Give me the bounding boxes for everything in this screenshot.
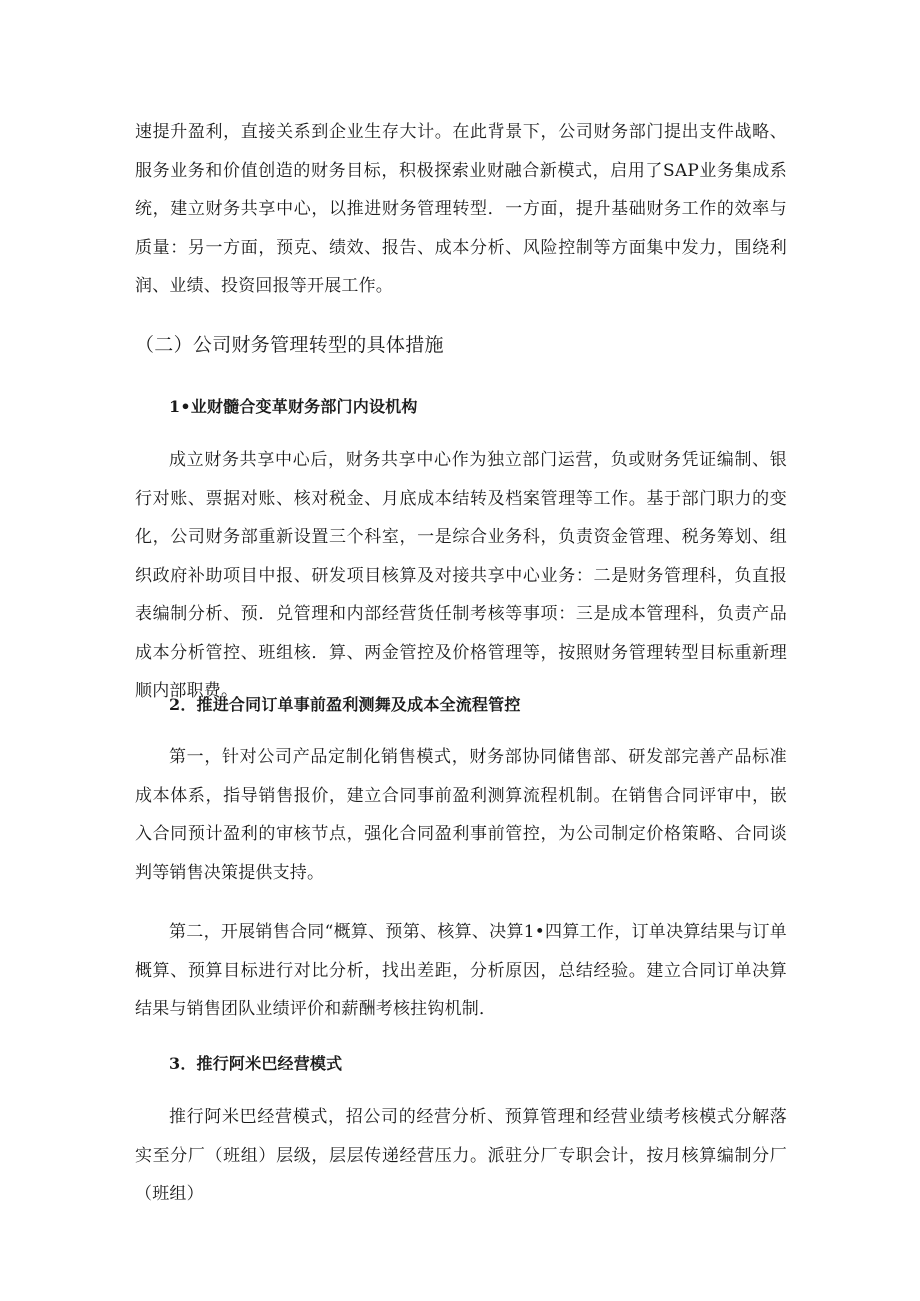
intro-paragraph: 速提升盈利，直接关系到企业生存大计。在此背景下，公司财务部门提出支件战略、服务业务和价值创造的财务目标，积极探索业财融合新模式，启用了SAP业务集成系统，建立财务共享中心，以推进财务管理转型．一方面，提升基础财务工作的效率与质量：另一方面，预克、绩效、报告、成本分析、风险控制等方面集中发力，围绕利润、业绩、投资回报等开展工作。 — [135, 122, 787, 296]
item3-title: 3．推行阿米巴经营模式 — [169, 1054, 343, 1073]
item1-paragraph: 成立财务共享中心后，财务共享中心作为独立部门运营，负或财务凭证编制、银行对账、票据对账、核对税金、月底成本结转及档案管理等工作。基于部门职力的变化，公司财务部重新设置三个科室，一是综合业务科，负责资金管理、税务筹划、组织政府补助项目中报、研发项目核算及对接共享中心业务：二是财务管理科，负直报表编制分析、预．兑管理和内部经营货任制考核等事项：三是成本管理科，负责产品成本分析管控、班组核．算、两金管控及价格管理等，按照财务管理转型目标重新理顺内部职费。 — [135, 450, 787, 701]
item3-paragraph: 推行阿米巴经营模式，招公司的经营分析、预算管理和经营业绩考核模式分解落实至分厂（班组）层级，层层传递经营压力。派驻分厂专职会计，按月核算编制分厂（班组） — [135, 1107, 787, 1204]
item1-title: 1•业财髓合变革财务部门内设机构 — [169, 397, 418, 416]
item2-paragraph-first: 第一，针对公司产品定制化销售模式，财务部协同储售部、研发部完善产品标准成本体系，指导销售报价，建立合同事前盈利测算流程机制。在销售合同评审中，嵌入合同预计盈利的审核节点，强化合同盈利事前管控，为公司制定价格策略、合同谈判等销售决策提供支持。 — [135, 747, 787, 883]
item2-paragraph-second: 第二，开展销售合同“概算、预第、核算、决算1•四算工作，订单决算结果与订单概算、预算目标进行对比分析，找出差距，分析原因，总结经验。建立合同订单决算结果与销售团队业绩评价和薪酬考核拄钩机制． — [135, 922, 787, 1019]
section-heading: （二）公司财务管理转型的具体措施 — [135, 334, 444, 356]
item2-title: 2．推进合同订单事前盈利测舞及成本全流程管控 — [169, 695, 521, 714]
